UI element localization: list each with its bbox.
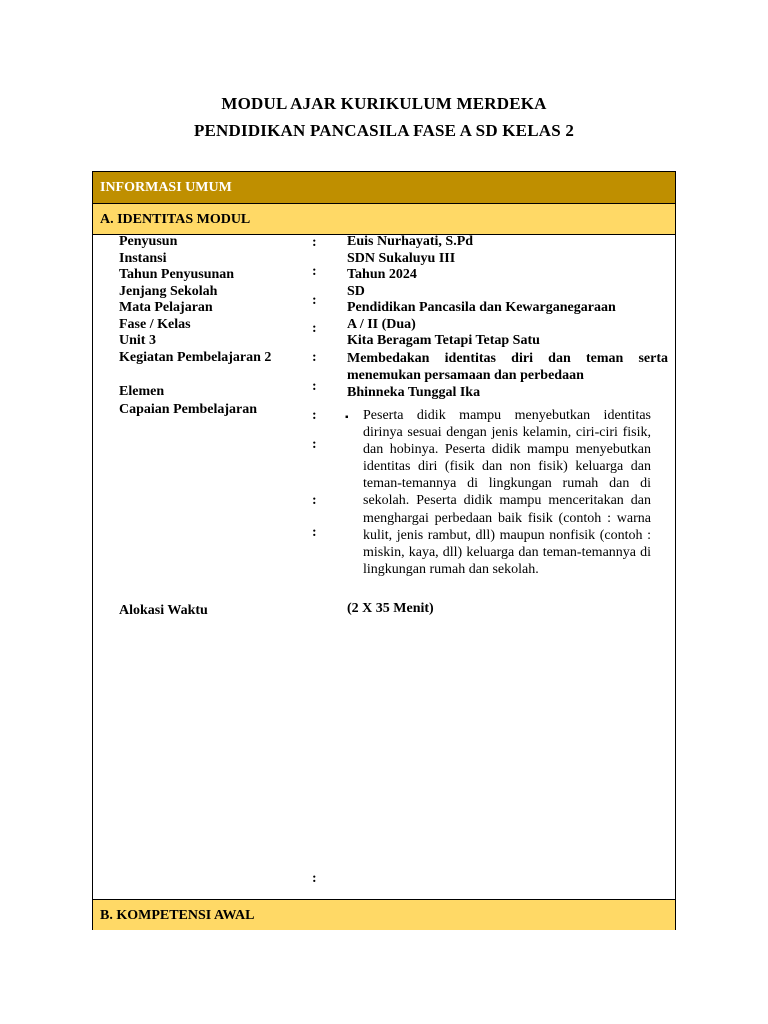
colon: :	[312, 235, 317, 250]
colon: :	[312, 321, 317, 336]
label-tahun: Tahun Penyusunan	[119, 267, 235, 282]
section-identity: A. IDENTITAS MODUL	[93, 204, 675, 235]
bullet-icon: ▪	[345, 412, 349, 423]
colon: :	[312, 350, 317, 365]
colon: :	[312, 379, 317, 394]
value-elemen: Bhinneka Tunggal Ika	[347, 385, 481, 400]
label-instansi: Instansi	[119, 251, 167, 266]
value-penyusun: Euis Nurhayati, S.Pd	[347, 234, 474, 249]
label-unit: Unit 3	[119, 333, 156, 348]
colon: :	[312, 408, 317, 423]
value-mapel: Pendidikan Pancasila dan Kewarganegaraan	[347, 300, 616, 315]
label-jenjang: Jenjang Sekolah	[119, 284, 218, 299]
colon: :	[312, 493, 317, 508]
document-title: MODUL AJAR KURIKULUM MERDEKA	[221, 94, 547, 113]
value-capaian: Peserta didik mampu menyebutkan identitas dirinya sesuai dengan jenis kelamin, ciri-ciri fisik, dan hobinya. Peserta didik mampu menyebutkan identitas diri (fisik dan non fisik) keluarga dan teman-temannya di lingkungan rumah dan di sekolah. Peserta didik mampu menceritakan dan menghargai perbedaan baik fisik (contoh : warna kulit, jenis rambut, dll) maupun nonfisik (contoh : miskin, kaya, dll) keluarga dan teman-temannya di lingkungan rumah dan sekolah.	[363, 408, 651, 577]
value-fase: A / II (Dua)	[347, 317, 416, 332]
value-instansi: SDN Sukaluyu III	[347, 251, 456, 266]
label-elemen: Elemen	[119, 384, 165, 399]
document-subtitle: PENDIDIKAN PANCASILA FASE A SD KELAS 2	[193, 121, 575, 140]
value-unit: Kita Beragam Tetapi Tetap Satu	[347, 333, 540, 348]
label-mapel: Mata Pelajaran	[119, 300, 213, 315]
colon: :	[312, 871, 317, 886]
section-general-info: INFORMASI UMUM	[93, 172, 675, 204]
colon: :	[312, 437, 317, 452]
colon: :	[312, 525, 317, 540]
label-alokasi: Alokasi Waktu	[119, 603, 208, 618]
value-tahun: Tahun 2024	[347, 267, 417, 282]
value-jenjang: SD	[347, 284, 365, 299]
colon: :	[312, 293, 317, 308]
section-competence: B. KOMPETENSI AWAL	[93, 899, 675, 930]
label-penyusun: Penyusun	[119, 234, 178, 249]
value-alokasi: (2 X 35 Menit)	[347, 601, 434, 616]
label-fase: Fase / Kelas	[119, 317, 191, 332]
label-capaian: Capaian Pembelajaran	[119, 402, 258, 417]
label-kegiatan: Kegiatan Pembelajaran 2	[119, 350, 272, 365]
value-kegiatan: Membedakan identitas diri dan teman serta menemukan persamaan dan perbedaan	[347, 351, 668, 383]
colon: :	[312, 264, 317, 279]
